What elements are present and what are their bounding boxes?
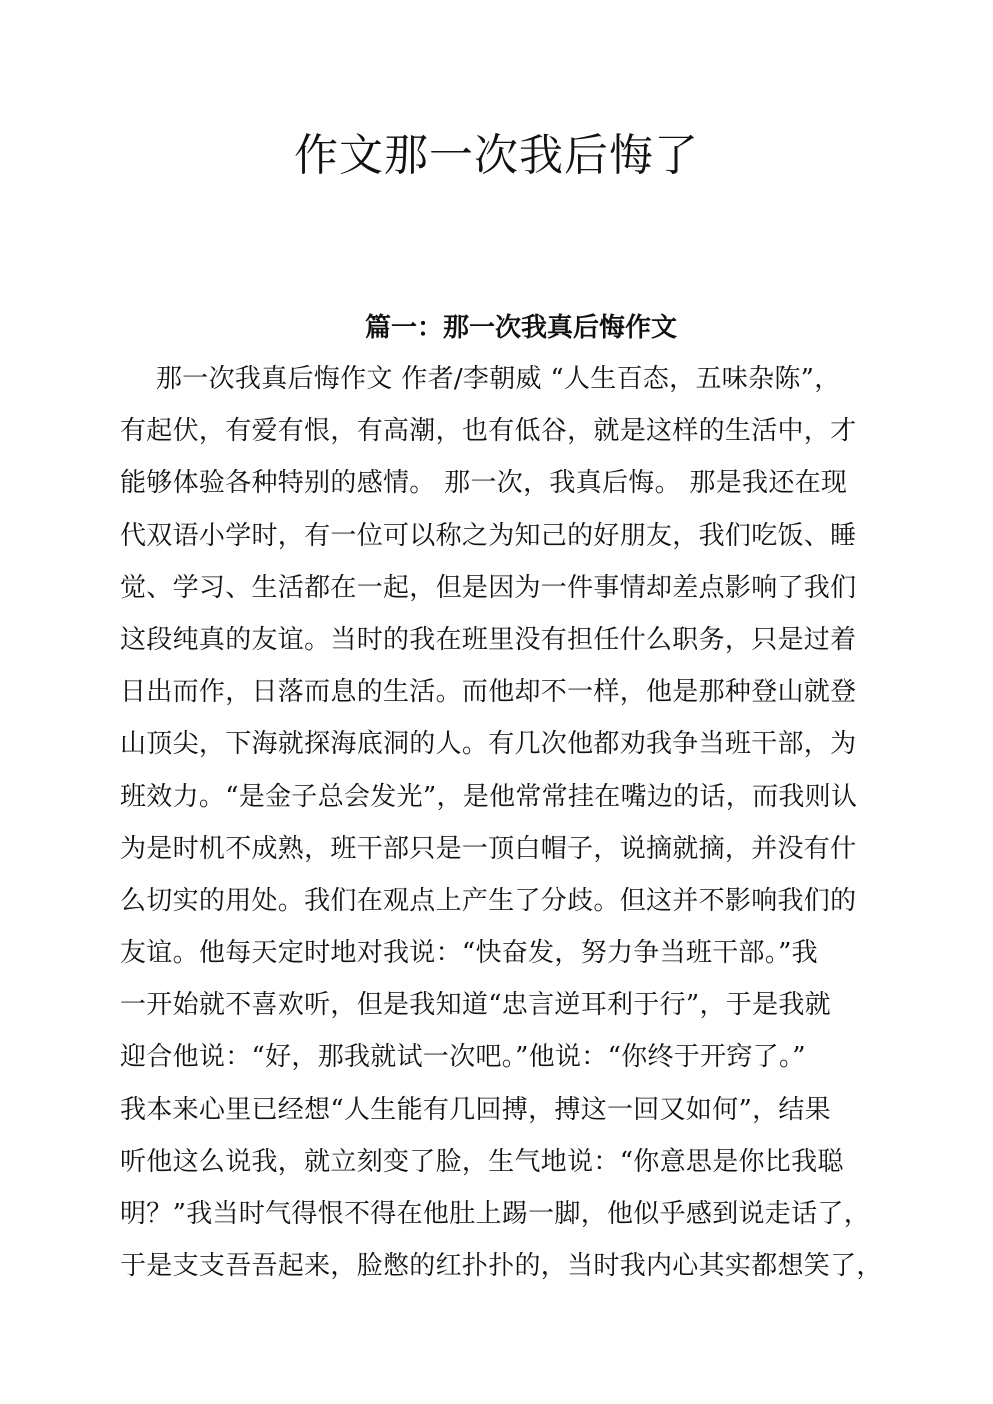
body-line: 一开始就不喜欢听，但是我知道“忠言逆耳利于行”，于是我就 <box>120 990 831 1021</box>
body-line: 友谊。他每天定时地对我说：“快奋发，努力争当班干部。”我 <box>120 938 818 969</box>
body-line: 班效力。“是金子总会发光”，是他常常挂在嘴边的话，而我则认 <box>120 781 858 812</box>
body-line: 迎合他说：“好，那我就试一次吧。”他说：“你终于开窍了。” <box>120 1042 806 1073</box>
body-line: 听他这么说我，就立刻变了脸，生气地说：“你意思是你比我聪 <box>120 1146 844 1177</box>
body-line: 么切实的用处。我们在观点上产生了分歧。但这并不影响我们的 <box>120 885 857 916</box>
body-line: 于是支支吾吾起来，脸憋的红扑扑的，当时我内心其实都想笑了， <box>120 1251 883 1282</box>
body-line: 这段纯真的友谊。当时的我在班里没有担任什么职务，只是过着 <box>120 624 857 655</box>
body-line: 代双语小学时，有一位可以称之为知己的好朋友，我们吃饭、睡 <box>120 520 857 551</box>
body-line: 能够体验各种特别的感情。 那一次，我真后悔。 那是我还在现 <box>120 468 848 499</box>
body-line: 觉、学习、生活都在一起，但是因为一件事情却差点影响了我们 <box>120 572 857 603</box>
body-line: 有起伏，有爱有恨，有高潮，也有低谷，就是这样的生活中，才 <box>120 416 857 447</box>
body-line: 那一次我真后悔作文 作者/李朝威 “人生百态，五味杂陈”， <box>156 364 841 394</box>
body-text <box>120 360 900 1299</box>
body-line: 为是时机不成熟，班干部只是一顶白帽子，说摘就摘，并没有什 <box>120 833 857 864</box>
body-line: 山顶尖，下海就探海底洞的人。有几次他都劝我争当班干部，为 <box>120 729 857 760</box>
body-line: 我本来心里已经想“人生能有几回搏，搏这一回又如何”，结果 <box>120 1094 831 1125</box>
body-line: 明？”我当时气得恨不得在他肚上踢一脚，他似乎感到说走话了， <box>120 1199 870 1229</box>
section-heading: 篇一：那一次我真后悔作文 <box>365 313 678 343</box>
document-title: 作文那一次我后悔了 <box>294 130 699 181</box>
body-line: 日出而作，日落而息的生活。而他却不一样，他是那种登山就登 <box>120 677 857 708</box>
